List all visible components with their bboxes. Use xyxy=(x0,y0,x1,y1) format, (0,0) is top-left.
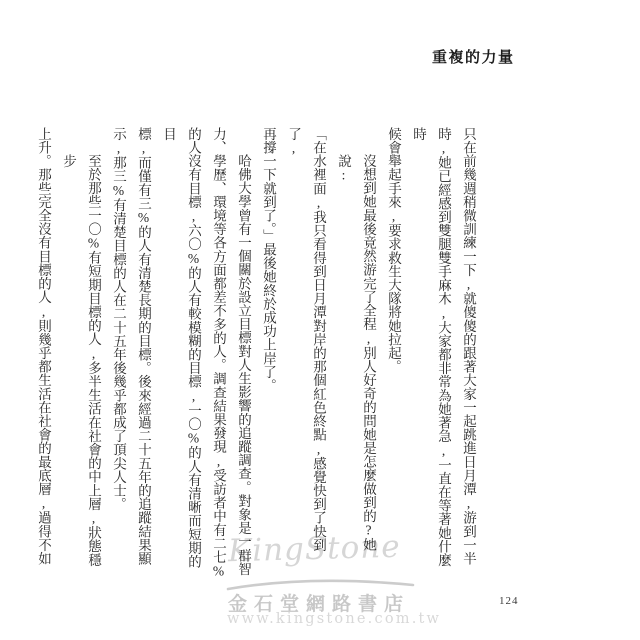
text-column: 至於那些一〇%有短期目標的人,多半生活在社會的中上層,狀態穩步 xyxy=(61,154,101,567)
kingstone-url-watermark: www.kingstone.com.tw xyxy=(227,611,442,627)
text-column: 哈佛大學曾有一個關於設立目標對人生影響的追蹤調查。對象是一群智 xyxy=(236,154,251,576)
text-column: 標,而僅有三%的人有清楚長期的目標。後來經過二十五年的追蹤結果顯 xyxy=(136,127,151,566)
text-column: 沒想到她最後竟然游完了全程,別人好奇的問她是怎麼做到的?她說: xyxy=(336,154,376,552)
vertical-text-block xyxy=(36,127,481,579)
text-column: 時,她已經感到雙腿雙手麻木,大家都非常為她著急,一直在等著她什麼時 xyxy=(411,127,451,567)
text-column: 候會舉起手來,要求救生大隊將她拉起。 xyxy=(386,127,401,374)
text-column: 示,那三%有清楚目標的人在二十五年後幾乎都成了頂尖人士。 xyxy=(111,127,126,511)
text-column: 「在水裡面,我只看得到日月潭對岸的那個紅色終點,感覺快到了快到了, xyxy=(286,127,326,552)
text-column: 再撐一下就到了。」最後她終於成功上岸了。 xyxy=(261,127,276,393)
text-column: 只在前幾週稍微訓練一下,就傻傻的跟著大家一起跳進日月潭,游到一半 xyxy=(461,127,476,566)
text-column: 力、學歷、環境等各方面都差不多的人。調查結果發現,受訪者中有二七% xyxy=(211,127,226,579)
text-column: 上升。那些完全沒有目標的人,則幾乎都生活在社會的最底層,過得不如 xyxy=(36,127,51,566)
page-number: 124 xyxy=(499,595,519,607)
running-head-title: 重複的力量 xyxy=(432,50,515,66)
kingstone-script-watermark: KingStone xyxy=(227,528,402,570)
kingstone-store-name-watermark: 金石堂網路書店 xyxy=(228,594,411,615)
text-column: 的人沒有目標,六〇%的人有較模糊的目標,一〇%的人有清晰而短期的目 xyxy=(161,127,201,569)
